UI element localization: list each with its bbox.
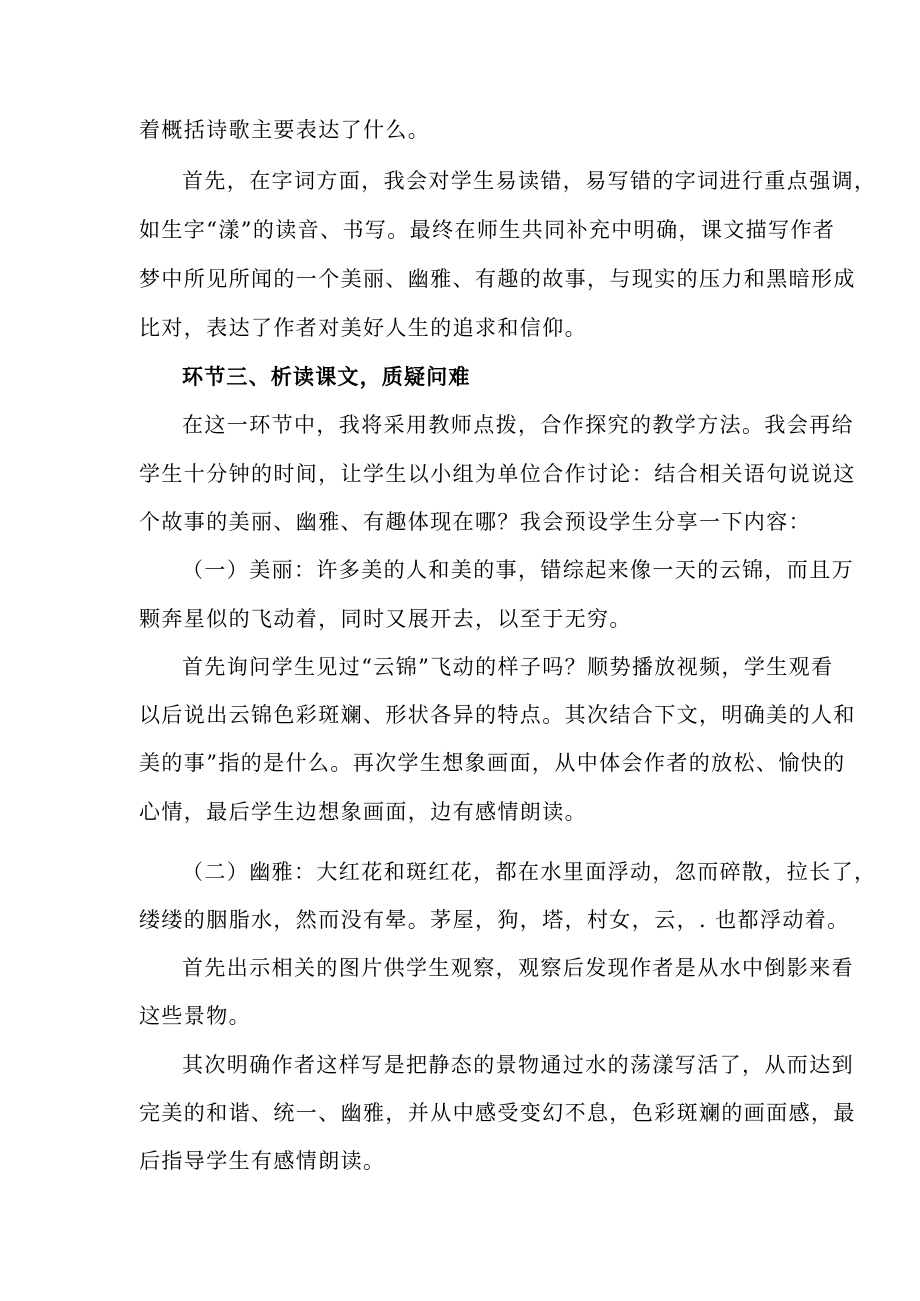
paragraph-first-line: 在这一环节中，我将采用教师点拨，合作探究的教学方法。我会再给 <box>182 413 854 437</box>
paragraph-first-line: （二）幽雅：大红花和斑红花，都在水里面浮动，忽而碎散，拉长了， <box>182 860 877 884</box>
text-line: 这些景物。 <box>139 1004 251 1028</box>
text-line: 缕缕的胭脂水，然而没有晕。茅屋，狗，塔，村女，云，. 也都浮动着。 <box>139 908 850 932</box>
paragraph-first-line: 首先询问学生见过“云锦”飞动的样子吗？顺势播放视频，学生观看 <box>182 655 834 679</box>
text-line: 梦中所见所闻的一个美丽、幽雅、有趣的故事，与现实的压力和黑暗形成 <box>139 267 856 291</box>
text-line: 颗奔星似的飞动着，同时又展开去，以至于无穷。 <box>139 607 632 631</box>
text-line: 着概括诗歌主要表达了什么。 <box>139 118 431 142</box>
paragraph-first-line: （一）美丽：许多美的人和美的事，错综起来像一天的云锦，而且万 <box>182 558 854 582</box>
text-line: 美的事”指的是什么。再次学生想象画面，从中体会作者的放松、愉快的 <box>139 751 846 775</box>
paragraph-first-line: 其次明确作者这样写是把静态的景物通过水的荡漾写活了，从而达到 <box>182 1053 854 1077</box>
text-line: 完美的和谐、统一、幽雅，并从中感受变幻不息，色彩斑斓的画面感，最 <box>139 1101 856 1125</box>
section-heading: 环节三、析读课文，质疑问难 <box>182 364 471 389</box>
text-line: 如生字“漾”的读音、书写。最终在师生共同补充中明确，课文描写作者 <box>139 218 836 242</box>
text-line: 以后说出云锦色彩斑斓、形状各异的特点。其次结合下文，明确美的人和 <box>139 703 856 727</box>
text-line: 后指导学生有感情朗读。 <box>139 1149 386 1173</box>
paragraph-first-line: 首先，在字词方面，我会对学生易读错，易写错的字词进行重点强调， <box>182 169 877 193</box>
text-line: 个故事的美丽、幽雅、有趣体现在哪？我会预设学生分享一下内容： <box>139 510 811 534</box>
paragraph-first-line: 首先出示相关的图片供学生观察，观察后发现作者是从水中倒影来看 <box>182 956 854 980</box>
text-line: 比对，表达了作者对美好人生的追求和信仰。 <box>139 316 587 340</box>
text-line: 心情，最后学生边想象画面，边有感情朗读。 <box>139 800 587 824</box>
text-line: 学生十分钟的时间，让学生以小组为单位合作讨论：结合相关语句说说这 <box>139 462 856 486</box>
